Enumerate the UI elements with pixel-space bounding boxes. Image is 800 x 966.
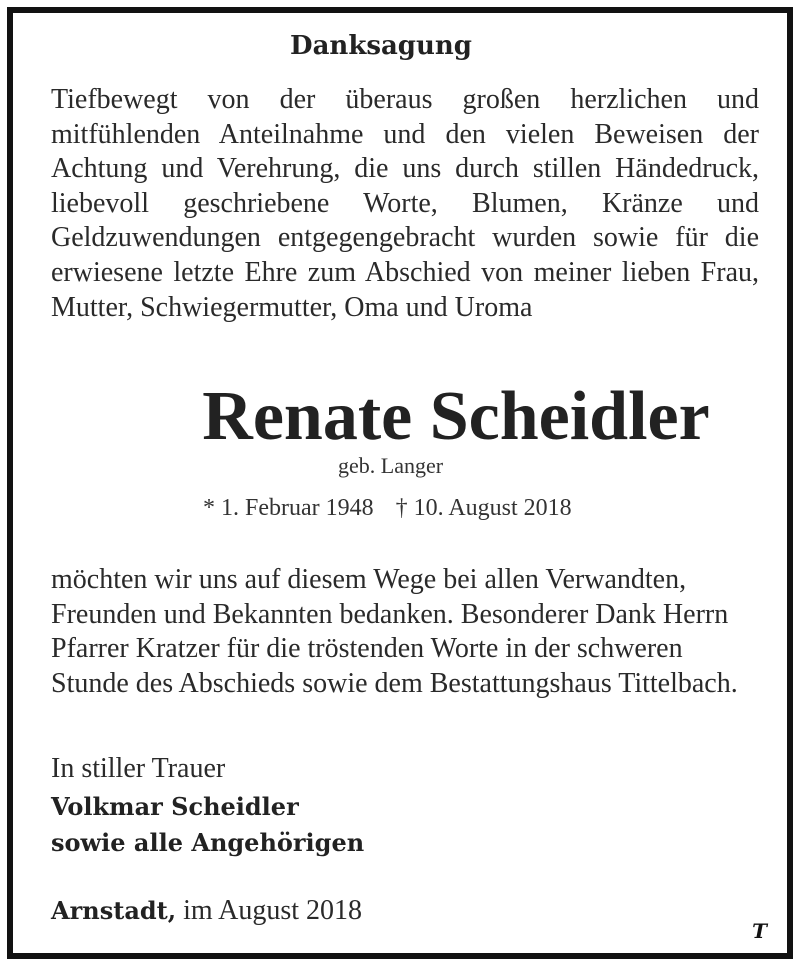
intro-line: Kränze und Geldzuwendungen entgegengebracht wurden xyxy=(51,187,760,254)
place-date-line xyxy=(51,895,362,927)
intro-line: Händedruck, liebevoll geschriebene Worte, Blumen, xyxy=(51,153,759,219)
intro-line: mitfühlenden Anteilnahme und den vielen Beweisen der xyxy=(51,118,759,150)
intro-text xyxy=(51,83,759,325)
thanks-text xyxy=(51,563,781,701)
intro-line: sowie für die erwiesene letzte Ehre zum Abschied von xyxy=(51,222,759,288)
signer-name: Volkmar Scheidler xyxy=(51,792,299,821)
intro-line: Achtung und Verehrung, die uns durch stillen xyxy=(51,153,602,185)
birth-date: * 1. Februar 1948 xyxy=(203,495,374,521)
death-date: † 10. August 2018 xyxy=(395,495,572,521)
signer-relatives: sowie alle Angehörigen xyxy=(51,828,365,857)
mourning-phrase: In stiller Trauer xyxy=(51,753,226,784)
obituary-frame xyxy=(7,7,793,959)
publisher-logo-icon: T xyxy=(752,919,767,943)
intro-line: Tiefbewegt von der überaus großen herzlichen und xyxy=(51,84,759,115)
maiden-name: geb. Langer xyxy=(338,453,444,478)
intro-line: meiner lieben Frau, Mutter, Schwiegermutter, Oma und xyxy=(51,256,760,323)
thanks-line: Pfarrer Kratzer für die tröstenden Worte in der schweren xyxy=(51,633,683,665)
date: im August 2018 xyxy=(183,895,363,926)
life-dates xyxy=(203,495,572,522)
place: Arnstadt, xyxy=(51,896,177,925)
intro-line: Uroma xyxy=(454,291,533,323)
thanks-line: Freunden und Bekannten bedanken. Besonderer Dank Herrn xyxy=(51,598,729,630)
heading: Danksagung xyxy=(290,31,472,61)
thanks-line: Stunde des Abschieds sowie dem Bestattungshaus Tittelbach. xyxy=(51,667,738,699)
thanks-line: möchten wir uns auf diesem Wege bei allen Verwandten, xyxy=(51,564,687,595)
deceased-name: Renate Scheidler xyxy=(202,378,710,455)
